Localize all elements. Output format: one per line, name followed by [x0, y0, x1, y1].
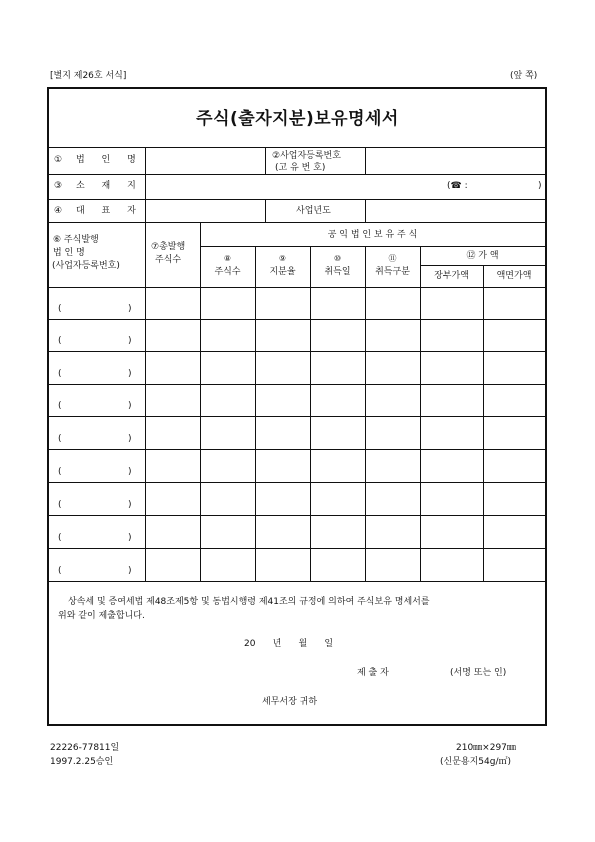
rep-field[interactable] — [146, 200, 264, 222]
biz-reg-sub-label: (고 유 번 호) — [275, 163, 326, 173]
table-row[interactable] — [49, 319, 545, 351]
col7-header-line1: ⑦총발행 — [151, 242, 186, 252]
col11-header: 취득구분 — [375, 267, 410, 277]
col9-header: 지분율 — [269, 267, 296, 277]
submitter-label: 제 출 자 — [357, 668, 389, 678]
address-label: 소 재 지 — [76, 181, 136, 191]
row-paren-open: ( — [58, 434, 62, 444]
col6-header-line3: (사업자등록번호) — [52, 261, 120, 271]
footer-size: 210㎜×297㎜ — [456, 743, 516, 753]
row-paren-close: ) — [128, 500, 132, 510]
col6-header-line2: 법 인 명 — [53, 248, 85, 258]
table-row[interactable] — [49, 351, 545, 384]
footer-approval: 1997.2.25승인 — [50, 757, 114, 767]
corp-name-number: ① — [54, 155, 63, 165]
rep-label: 대 표 자 — [76, 206, 136, 216]
form-number: [별지 제26호 서식] — [50, 71, 127, 81]
biz-year-field[interactable] — [366, 200, 545, 222]
biz-reg-label: ②사업자등록번호 — [272, 151, 341, 161]
col10-number: ⑩ — [333, 254, 342, 263]
group-header: 공 익 법 인 보 유 주 식 — [327, 230, 418, 240]
row-paren-close: ) — [128, 304, 132, 314]
col6-header-line1: ⑥ 주식발행 — [53, 235, 99, 245]
col-line — [265, 147, 266, 174]
footer-code: 22226-77811일 — [50, 743, 120, 753]
table-row[interactable] — [49, 482, 545, 515]
col7-header-line2: 주식수 — [155, 255, 182, 265]
address-number: ③ — [54, 181, 63, 191]
col8-number: ⑧ — [223, 254, 232, 263]
col10-header: 취득일 — [324, 267, 351, 277]
col12-header: ⑫ 가 액 — [466, 251, 499, 261]
row-line — [200, 246, 545, 247]
phone-label: (☎ : — [447, 181, 468, 191]
row-paren-close: ) — [128, 467, 132, 477]
col-line — [265, 199, 266, 222]
col12b-header: 액면가액 — [496, 271, 532, 281]
row-paren-open: ( — [58, 533, 62, 543]
row-paren-open: ( — [58, 500, 62, 510]
row-paren-open: ( — [58, 566, 62, 576]
row-paren-close: ) — [128, 336, 132, 346]
corp-name-field[interactable] — [146, 148, 264, 174]
table-row[interactable] — [49, 548, 545, 581]
biz-year-label: 사업년도 — [296, 206, 331, 216]
col12a-header: 장부가액 — [434, 271, 469, 281]
row-line — [49, 581, 545, 582]
statement-line2: 위와 같이 제출합니다. — [58, 611, 145, 621]
biz-reg-field[interactable] — [366, 148, 545, 174]
footer-paper: (신문용지54g/㎡) — [440, 757, 511, 767]
col9-number: ⑨ — [278, 254, 287, 263]
row-line — [49, 222, 545, 223]
rep-number: ④ — [54, 206, 63, 216]
row-paren-open: ( — [58, 401, 62, 411]
row-paren-close: ) — [128, 533, 132, 543]
signature-label: (서명 또는 인) — [450, 668, 507, 678]
row-paren-open: ( — [58, 467, 62, 477]
page-side-label: (앞 쪽) — [510, 71, 538, 81]
addressee: 세무서장 귀하 — [262, 697, 318, 707]
table-row[interactable] — [49, 416, 545, 449]
table-row[interactable] — [49, 287, 545, 319]
row-paren-open: ( — [58, 304, 62, 314]
table-row[interactable] — [49, 384, 545, 416]
phone-close: ) — [538, 181, 542, 191]
row-paren-close: ) — [128, 566, 132, 576]
table-row[interactable] — [49, 515, 545, 548]
submission-date[interactable]: 20 년 월 일 — [244, 639, 334, 649]
col11-number: ⑪ — [388, 254, 397, 263]
statement-line1: 상속세 및 증여세법 제48조제5항 및 동법시행령 제41조의 규정에 의하여 주식보유 명세서를 — [68, 597, 430, 607]
row-paren-close: ) — [128, 401, 132, 411]
table-row[interactable] — [49, 449, 545, 482]
form-title: 주식(출자지분)보유명세서 — [196, 109, 399, 129]
corp-name-label: 법 인 명 — [76, 155, 136, 165]
row-paren-close: ) — [128, 369, 132, 379]
row-paren-open: ( — [58, 336, 62, 346]
col8-header: 주식수 — [214, 267, 241, 277]
row-paren-close: ) — [128, 434, 132, 444]
row-paren-open: ( — [58, 369, 62, 379]
address-field[interactable] — [146, 175, 436, 199]
